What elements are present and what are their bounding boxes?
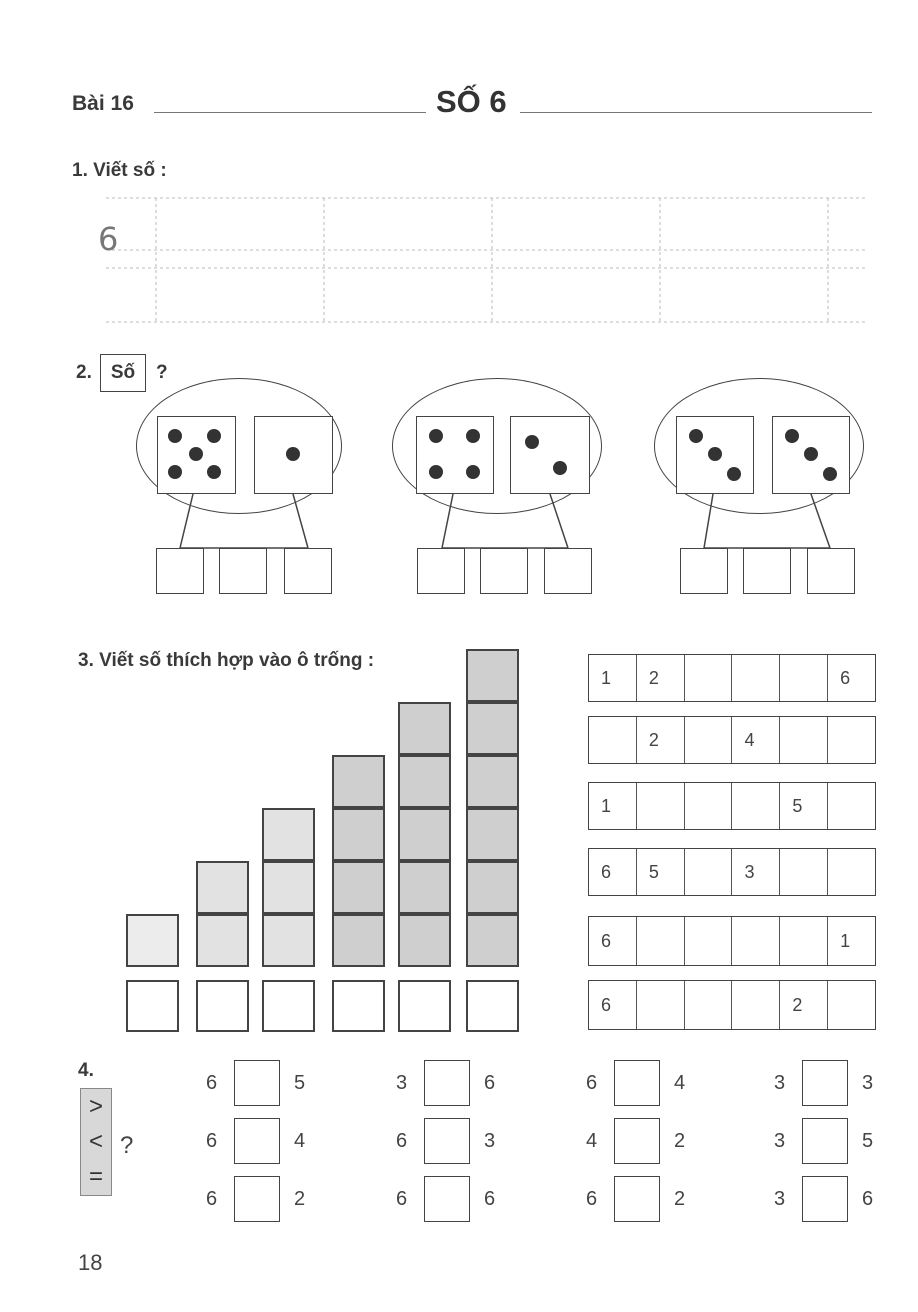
cube: [262, 861, 315, 914]
die-pip: [689, 429, 703, 443]
comparison-answer-box[interactable]: [802, 1176, 848, 1222]
cube: [466, 649, 519, 702]
left-number: 6: [206, 1188, 218, 1210]
die-pip: [785, 429, 799, 443]
right-number: 2: [674, 1188, 686, 1210]
connector-lines: [0, 0, 918, 620]
row-cell[interactable]: [685, 655, 733, 701]
cube: [332, 914, 385, 967]
answer-box[interactable]: [680, 548, 728, 594]
cube: [398, 861, 451, 914]
row-cell[interactable]: 6: [589, 849, 637, 895]
die-pip: [804, 447, 818, 461]
row-cell[interactable]: 2: [637, 717, 685, 763]
comparison-answer-box[interactable]: [234, 1176, 280, 1222]
die-pip: [207, 429, 221, 443]
row-cell[interactable]: [732, 655, 780, 701]
right-number: 5: [862, 1130, 874, 1152]
row-cell[interactable]: 6: [589, 981, 637, 1029]
count-answer-box[interactable]: [126, 980, 179, 1032]
row-cell[interactable]: [828, 717, 875, 763]
left-number: 3: [774, 1188, 786, 1210]
comparison-answer-box[interactable]: [424, 1118, 470, 1164]
equals-sign: =: [88, 1163, 103, 1191]
exercise-1-title: 1. Viết số :: [72, 160, 167, 181]
number-row: [588, 782, 876, 830]
comparison-answer-box[interactable]: [234, 1060, 280, 1106]
exercise-2-question: ?: [156, 362, 168, 383]
cube: [262, 808, 315, 861]
die-pip: [466, 429, 480, 443]
die-pip: [429, 465, 443, 479]
row-cell[interactable]: [685, 849, 733, 895]
row-cell[interactable]: 2: [637, 655, 685, 701]
exercise-4-number: 4.: [78, 1060, 94, 1081]
row-cell[interactable]: [732, 917, 780, 965]
row-cell[interactable]: [732, 783, 780, 829]
count-answer-box[interactable]: [196, 980, 249, 1032]
comparison-answer-box[interactable]: [802, 1118, 848, 1164]
answer-box[interactable]: [417, 548, 465, 594]
die-four: [416, 416, 494, 494]
right-number: 2: [674, 1130, 686, 1152]
die-two: [510, 416, 590, 494]
row-cell[interactable]: 1: [840, 930, 851, 951]
number-row: [588, 716, 876, 764]
left-number: 6: [586, 1188, 598, 1210]
cube: [196, 861, 249, 914]
row-cell[interactable]: 5: [637, 849, 685, 895]
die-pip: [553, 461, 567, 475]
row-cell[interactable]: [637, 783, 685, 829]
row-cell[interactable]: 5: [780, 783, 828, 829]
row-cell[interactable]: [732, 981, 780, 1029]
die-pip: [168, 429, 182, 443]
die-pip: [727, 467, 741, 481]
row-cell[interactable]: [685, 717, 733, 763]
lesson-label: Bài 16: [72, 92, 134, 115]
exercise-4-question: ?: [120, 1132, 134, 1159]
right-number: 4: [674, 1072, 686, 1094]
row-cell[interactable]: [685, 981, 733, 1029]
answer-box[interactable]: [156, 548, 204, 594]
cube: [398, 808, 451, 861]
cube: [332, 861, 385, 914]
comparison-answer-box[interactable]: [424, 1060, 470, 1106]
row-cell[interactable]: [828, 783, 875, 829]
right-number: 3: [862, 1072, 874, 1094]
row-cell[interactable]: 2: [780, 981, 828, 1029]
row-cell[interactable]: [637, 917, 685, 965]
die-three: [772, 416, 850, 494]
answer-box[interactable]: [480, 548, 528, 594]
die-one: [254, 416, 333, 494]
die-pip: [823, 467, 837, 481]
die-pip: [466, 465, 480, 479]
exercise-2-number: 2.: [76, 362, 92, 383]
die-five: [157, 416, 236, 494]
cube: [398, 755, 451, 808]
left-number: 3: [774, 1072, 786, 1094]
row-cell[interactable]: [685, 783, 733, 829]
left-number: 3: [774, 1130, 786, 1152]
die-pip: [525, 435, 539, 449]
count-answer-box[interactable]: [332, 980, 385, 1032]
cube: [398, 702, 451, 755]
comparison-signs: [80, 1088, 112, 1196]
cube: [466, 755, 519, 808]
cube: [466, 861, 519, 914]
answer-box[interactable]: [807, 548, 855, 594]
left-number: 6: [206, 1072, 218, 1094]
less-than-sign: <: [88, 1127, 103, 1155]
right-number: 3: [484, 1130, 496, 1152]
count-answer-box[interactable]: [398, 980, 451, 1032]
left-number: 6: [206, 1130, 218, 1152]
row-cell[interactable]: [685, 917, 733, 965]
row-cell[interactable]: [780, 717, 828, 763]
right-number: 2: [294, 1188, 306, 1210]
die-pip: [429, 429, 443, 443]
row-cell[interactable]: [828, 849, 875, 895]
row-cell[interactable]: 3: [732, 849, 780, 895]
sample-digit: 6: [98, 220, 119, 258]
right-number: 5: [294, 1072, 306, 1094]
left-number: 6: [586, 1072, 598, 1094]
answer-box[interactable]: [544, 548, 592, 594]
left-number: 6: [396, 1188, 408, 1210]
cube: [466, 914, 519, 967]
answer-box[interactable]: [219, 548, 267, 594]
comparison-answer-box[interactable]: [614, 1118, 660, 1164]
die-pip: [708, 447, 722, 461]
cube: [332, 755, 385, 808]
cube: [126, 914, 179, 967]
comparison-answer-box[interactable]: [614, 1060, 660, 1106]
number-row: [588, 980, 876, 1030]
row-cell[interactable]: [780, 655, 828, 701]
row-cell[interactable]: [828, 981, 875, 1029]
cube: [196, 914, 249, 967]
cube: [466, 808, 519, 861]
die-pip: [189, 447, 203, 461]
row-cell[interactable]: [780, 917, 828, 965]
page-number: 18: [78, 1250, 103, 1275]
right-number: 6: [484, 1072, 496, 1094]
die-pip: [286, 447, 300, 461]
number-row: [588, 848, 876, 896]
cube: [466, 702, 519, 755]
left-number: 4: [586, 1130, 598, 1152]
comparison-answer-box[interactable]: [424, 1176, 470, 1222]
number-row: [588, 654, 876, 702]
row-cell[interactable]: 1: [589, 655, 637, 701]
exercise-3-title: 3. Viết số thích hợp vào ô trống :: [78, 650, 375, 671]
row-cell[interactable]: [589, 717, 637, 763]
row-cell[interactable]: 1: [589, 783, 637, 829]
cube: [332, 808, 385, 861]
greater-than-sign: >: [88, 1092, 103, 1120]
die-pip: [168, 465, 182, 479]
row-cell[interactable]: 6: [840, 667, 851, 688]
comparison-answer-box[interactable]: [802, 1060, 848, 1106]
comparison-answer-box[interactable]: [234, 1118, 280, 1164]
row-cell[interactable]: [637, 981, 685, 1029]
left-number: 6: [396, 1130, 408, 1152]
count-answer-box[interactable]: [262, 980, 315, 1032]
right-number: 6: [862, 1188, 874, 1210]
row-cell[interactable]: [780, 849, 828, 895]
comparison-answer-box[interactable]: [614, 1176, 660, 1222]
left-number: 3: [396, 1072, 408, 1094]
answer-box[interactable]: [743, 548, 791, 594]
row-cell[interactable]: 4: [732, 717, 780, 763]
cube: [262, 914, 315, 967]
die-pip: [207, 465, 221, 479]
right-number: 4: [294, 1130, 306, 1152]
row-cell[interactable]: 6: [589, 917, 637, 965]
page-title: SỐ 6: [436, 84, 507, 119]
exercise-2-label: Số: [110, 362, 136, 383]
count-answer-box[interactable]: [466, 980, 519, 1032]
number-row: [588, 916, 876, 966]
cube: [398, 914, 451, 967]
die-three: [676, 416, 754, 494]
right-number: 6: [484, 1188, 496, 1210]
answer-box[interactable]: [284, 548, 332, 594]
